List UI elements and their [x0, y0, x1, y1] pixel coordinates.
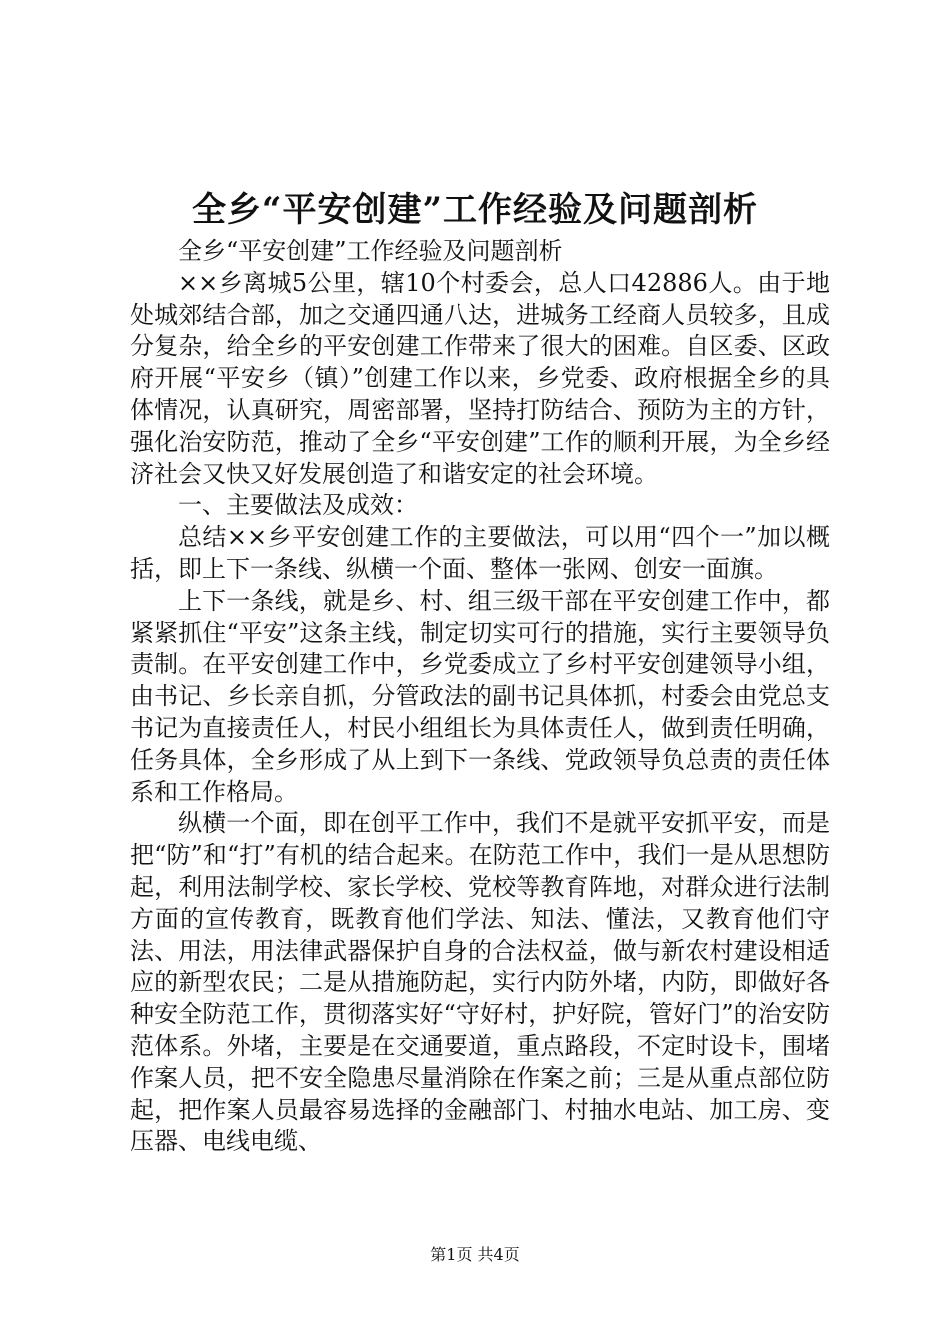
paragraph-line: 上下一条线，就是乡、村、组三级干部在平安创建工作中，都紧紧抓住“平安”这条主线，制定切实可行的措施，实行主要领导负责制。在平安创建工作中，乡党委成立了乡村平安创建领导小组，由书记、乡长亲自抓，分管政法的副书记具体抓，村委会由党总支书记为直接责任人，村民小组组长为具体责任人，做到责任明确，任务具体，全乡形成了从上到下一条线、党政领导负总责的责任体系和工作格局。 — [130, 586, 830, 806]
paragraph-summary: 总结××乡平安创建工作的主要做法，可以用“四个一”加以概括，即上下一条线、纵横一个面、整体一张网、创安一面旗。 — [130, 523, 830, 583]
page-number-footer: 第1页 共4页 — [430, 1245, 520, 1264]
paragraph-subtitle: 全乡“平安创建”工作经验及问题剖析 — [178, 237, 563, 265]
document-title: 全乡“平安创建”工作经验及问题剖析 — [191, 190, 759, 230]
document-body — [130, 236, 830, 1158]
section-heading: 一、主要做法及成效： — [178, 491, 418, 520]
paragraph-intro: ××乡离城5公里，辖10个村委会，总人口42886人。由于地处城郊结合部，加之交通四通八达，进城务工经商人员较多，且成分复杂，给全乡的平安创建工作带来了很大的困难。自区委、区政府开展“平安乡（镇）”创建工作以来，乡党委、政府根据全乡的具体情况，认真研究，周密部署，坚持打防结合、预防为主的方针，强化治安防范，推动了全乡“平安创建”工作的顺利开展，为全乡经济社会又快又好发展创造了和谐安定的社会环境。 — [130, 268, 830, 488]
paragraph-surface: 纵横一个面，即在创平工作中，我们不是就平安抓平安，而是把“防”和“打”有机的结合起来。在防范工作中，我们一是从思想防起，利用法制学校、家长学校、党校等教育阵地，对群众进行法制方面的宣传教育，既教育他们学法、知法、懂法，又教育他们守法、用法，用法律武器保护自身的合法权益，做与新农村建设相适应的新型农民；二是从措施防起，实行内防外堵，内防，即做好各种安全防范工作，贯彻落实好“守好村，护好院，管好门”的治安防范体系。外堵，主要是在交通要道，重点路段，不定时设卡，围堵作案人员，把不安全隐患尽量消除在作案之前；三是从重点部位防起，把作案人员最容易选择的金融部门、村抽水电站、加工房、变压器、电线电缆、 — [130, 809, 830, 1156]
